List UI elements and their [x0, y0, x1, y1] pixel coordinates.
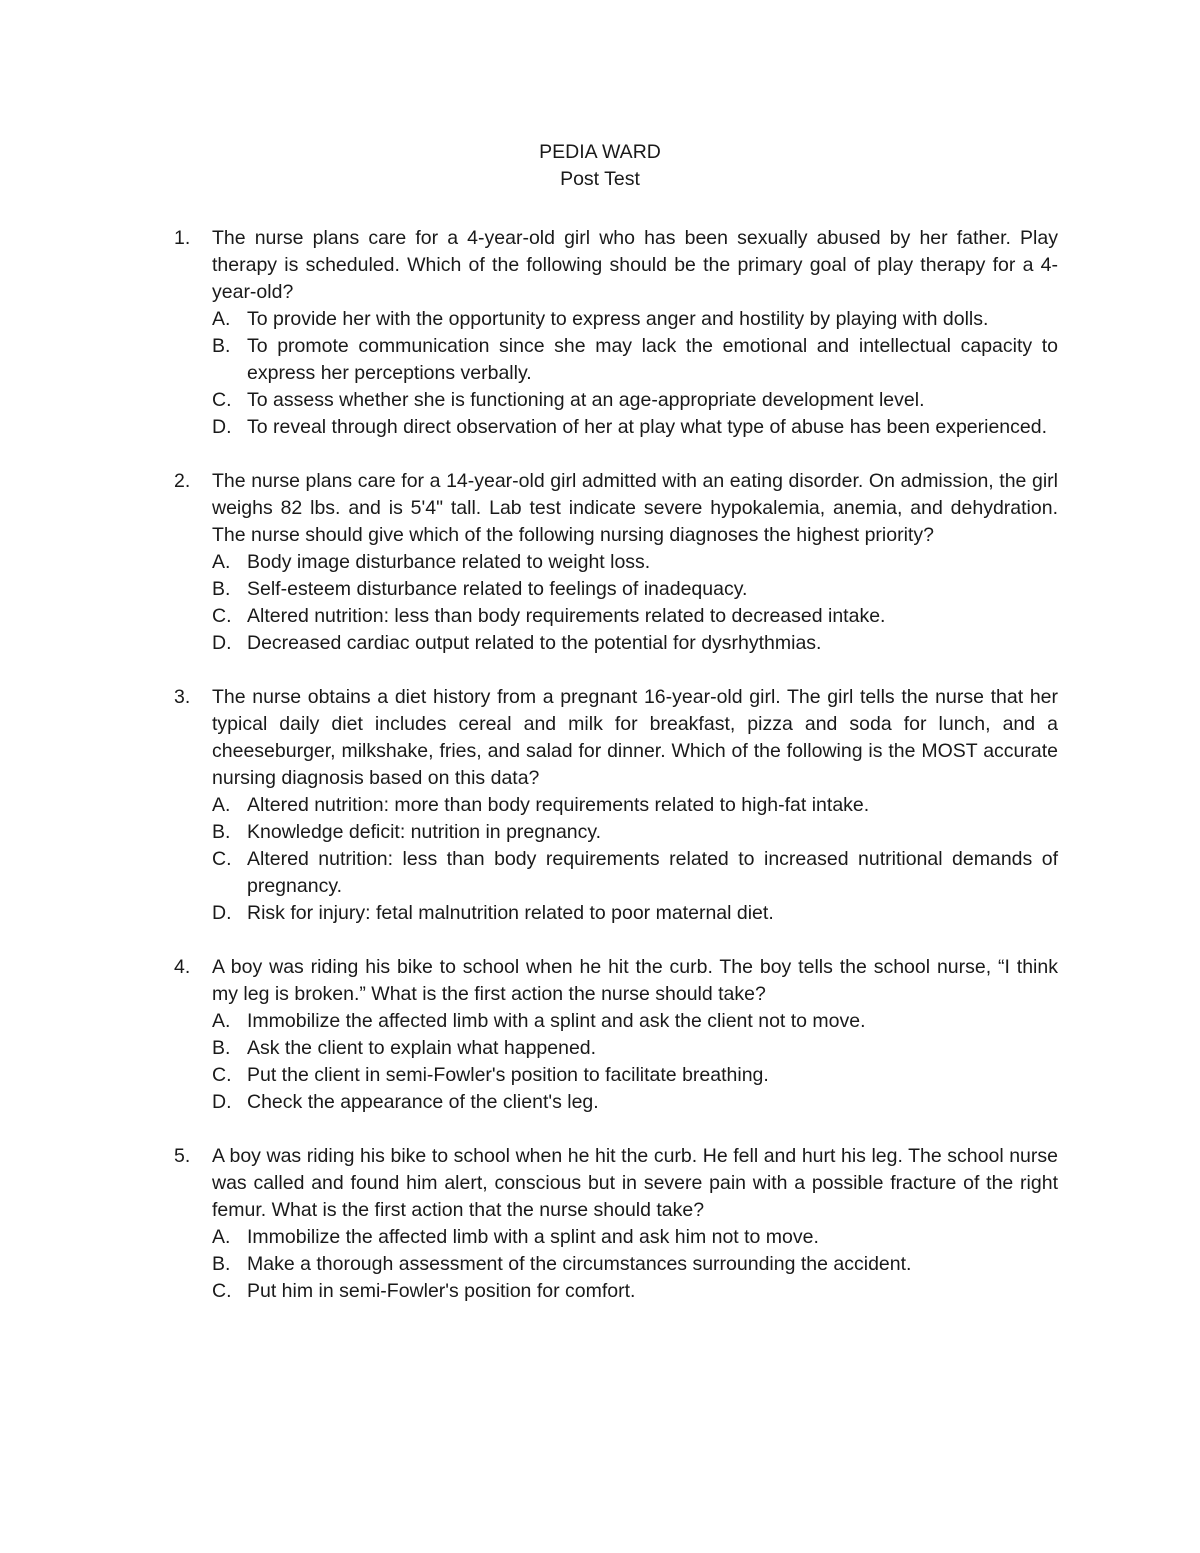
option-text: Immobilize the affected limb with a splint and ask the client not to move. — [247, 1010, 866, 1032]
option-list — [212, 792, 1058, 927]
option-letter: C. — [212, 1280, 232, 1302]
option-text: Ask the client to explain what happened. — [247, 1037, 597, 1059]
option-letter: B. — [212, 821, 231, 843]
answer-option — [212, 792, 1058, 819]
question-stem: The nurse plans care for a 14-year-old girl admitted with an eating disorder. On admission, the girl weighs 82 lbs. and is 5'4" tall. Lab test indicate severe hypokalemia, anemia, and dehydration. The nurse should give which of the following nursing diagnoses the highest priority? — [212, 470, 1058, 546]
option-text: To provide her with the opportunity to express anger and hostility by playing with dolls. — [247, 308, 989, 330]
option-letter: B. — [212, 578, 231, 600]
answer-option — [212, 846, 1058, 900]
option-letter: B. — [212, 1037, 231, 1059]
question-stem: A boy was riding his bike to school when he hit the curb. The boy tells the school nurse, “I think my leg is broken.” What is the first action the nurse should take? — [212, 956, 1058, 1005]
option-text: Body image disturbance related to weight loss. — [247, 551, 651, 573]
option-list — [212, 1008, 1058, 1116]
option-letter: C. — [212, 605, 232, 627]
document-subtitle: Post Test — [560, 168, 640, 190]
option-list — [212, 306, 1058, 441]
answer-option — [212, 603, 1058, 630]
question-item — [174, 684, 1058, 927]
question-item — [174, 225, 1058, 441]
option-text: Immobilize the affected limb with a splint and ask him not to move. — [247, 1226, 819, 1248]
answer-option — [212, 819, 1058, 846]
option-text: To promote communication since she may lack the emotional and intellectual capacity to express her perceptions verbally. — [247, 335, 1058, 384]
question-number: 5. — [174, 1145, 191, 1167]
answer-option — [212, 576, 1058, 603]
answer-option — [212, 414, 1058, 441]
option-text: To assess whether she is functioning at an age-appropriate development level. — [247, 389, 925, 411]
answer-option — [212, 900, 1058, 927]
question-stem: A boy was riding his bike to school when he hit the curb. He fell and hurt his leg. The school nurse was called and found him alert, conscious but in severe pain with a possible fracture of the right femur. What is the first action that the nurse should take? — [212, 1145, 1058, 1221]
option-letter: D. — [212, 632, 232, 654]
option-letter: A. — [212, 308, 231, 330]
option-text: Make a thorough assessment of the circumstances surrounding the accident. — [247, 1253, 912, 1275]
answer-option — [212, 333, 1058, 387]
question-item — [174, 468, 1058, 657]
question-number: 3. — [174, 686, 191, 708]
option-letter: A. — [212, 551, 231, 573]
option-text: Put the client in semi-Fowler's position to facilitate breathing. — [247, 1064, 769, 1086]
option-letter: D. — [212, 1091, 232, 1113]
answer-option — [212, 1008, 1058, 1035]
answer-option — [212, 1062, 1058, 1089]
answer-option — [212, 1035, 1058, 1062]
answer-option — [212, 630, 1058, 657]
question-stem: The nurse obtains a diet history from a pregnant 16-year-old girl. The girl tells the nurse that her typical daily diet includes cereal and milk for breakfast, pizza and soda for lunch, and a cheeseburger, milkshake, fries, and salad for dinner. Which of the following is the MOST accurate nursing diagnosis based on this data? — [212, 686, 1058, 789]
option-letter: B. — [212, 1253, 231, 1275]
option-text: Risk for injury: fetal malnutrition related to poor maternal diet. — [247, 902, 774, 924]
question-number: 1. — [174, 227, 191, 249]
question-item — [174, 1143, 1058, 1305]
answer-option — [212, 306, 1058, 333]
question-stem: The nurse plans care for a 4-year-old girl who has been sexually abused by her father. Play therapy is scheduled. Which of the following should be the primary goal of play therapy for a 4-year-old? — [212, 227, 1058, 303]
option-text: To reveal through direct observation of her at play what type of abuse has been experienced. — [247, 416, 1048, 438]
question-number: 4. — [174, 956, 191, 978]
answer-option — [212, 549, 1058, 576]
answer-option — [212, 1278, 1058, 1305]
question-item — [174, 954, 1058, 1116]
option-text: Self-esteem disturbance related to feelings of inadequacy. — [247, 578, 748, 600]
option-letter: A. — [212, 794, 231, 816]
option-text: Altered nutrition: less than body requirements related to increased nutritional demands of pregnancy. — [247, 848, 1058, 897]
option-letter: B. — [212, 335, 231, 357]
answer-option — [212, 387, 1058, 414]
question-number: 2. — [174, 470, 191, 492]
option-text: Altered nutrition: more than body requirements related to high-fat intake. — [247, 794, 870, 816]
answer-option — [212, 1089, 1058, 1116]
option-letter: A. — [212, 1226, 231, 1248]
option-letter: D. — [212, 902, 232, 924]
answer-option — [212, 1224, 1058, 1251]
option-letter: D. — [212, 416, 232, 438]
question-list — [0, 225, 1200, 1305]
document-header — [0, 139, 1200, 193]
option-text: Decreased cardiac output related to the potential for dysrhythmias. — [247, 632, 822, 654]
option-letter: C. — [212, 1064, 232, 1086]
option-text: Knowledge deficit: nutrition in pregnancy. — [247, 821, 602, 843]
option-text: Altered nutrition: less than body requirements related to decreased intake. — [247, 605, 886, 627]
option-letter: A. — [212, 1010, 231, 1032]
option-text: Put him in semi-Fowler's position for comfort. — [247, 1280, 636, 1302]
option-list — [212, 1224, 1058, 1305]
option-letter: C. — [212, 848, 232, 870]
option-letter: C. — [212, 389, 232, 411]
document-title: PEDIA WARD — [539, 141, 661, 163]
option-text: Check the appearance of the client's leg. — [247, 1091, 599, 1113]
option-list — [212, 549, 1058, 657]
answer-option — [212, 1251, 1058, 1278]
